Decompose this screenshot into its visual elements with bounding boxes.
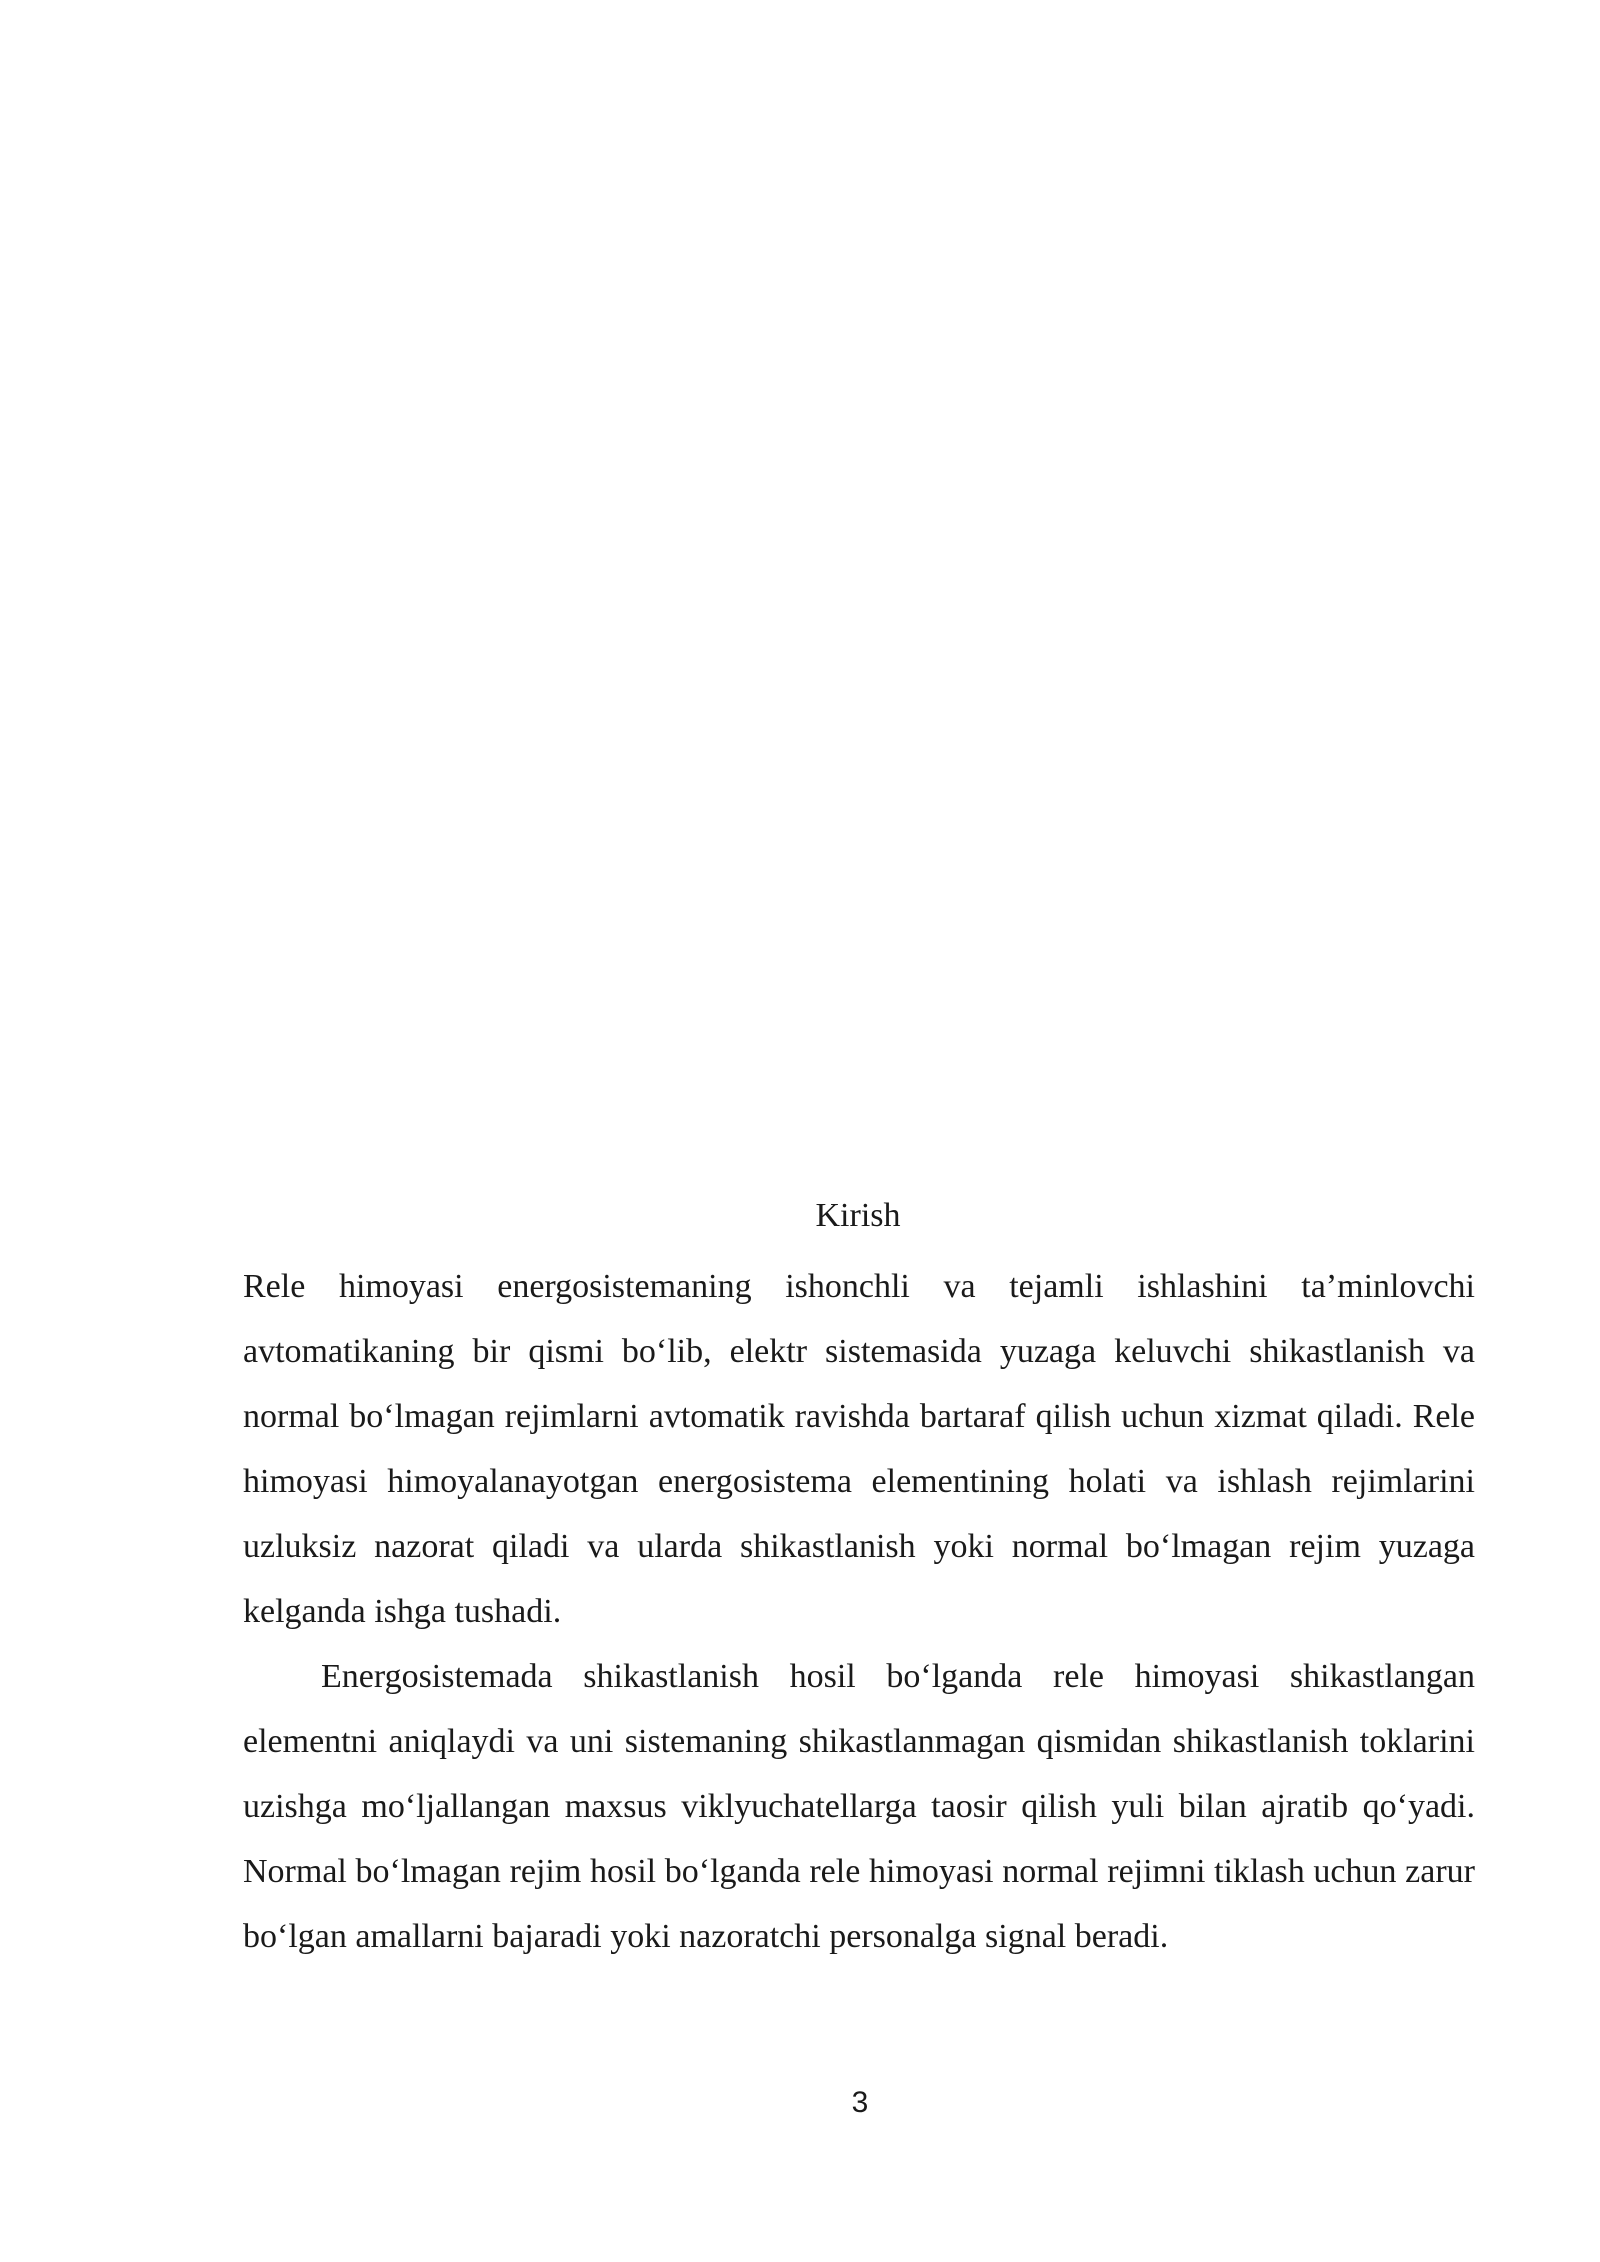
page-content xyxy=(243,1188,1475,1969)
paragraph-1: Rele himoyasi energosistemaning ishonchli va tejamli ishlashini ta’minlovchi avtomatikaning bir qismi bo‘lib, elektr sistemasida yuzaga keluvchi shikastlanish va normal bo‘lmagan rejimlarni avtomatik ravishda bartaraf qilish uchun xizmat qiladi. Rele himoyasi himoyalanayotgan energosistema elementining holati va ishlash rejimlarini uzluksiz nazorat qiladi va ularda shikastlanish yoki normal bo‘lmagan rejim yuzaga kelganda ishga tushadi. xyxy=(243,1268,1475,1630)
section-heading: Kirish xyxy=(815,1197,901,1234)
paragraph-2: Energosistemada shikastlanish hosil bo‘lganda rele himoyasi shikastlangan elementni aniqlaydi va uni sistemaning shikastlanmagan qismidan shikastlanish toklarini uzishga mo‘ljallangan maxsus viklyuchatellarga taosir qilish yuli bilan ajratib qo‘yadi. Normal bo‘lmagan rejim hosil bo‘lganda rele himoyasi normal rejimni tiklash uchun zarur bo‘lgan amallarni bajaradi yoki nazoratchi personalga signal beradi. xyxy=(243,1658,1475,1955)
page-number: 3 xyxy=(851,2086,869,2119)
